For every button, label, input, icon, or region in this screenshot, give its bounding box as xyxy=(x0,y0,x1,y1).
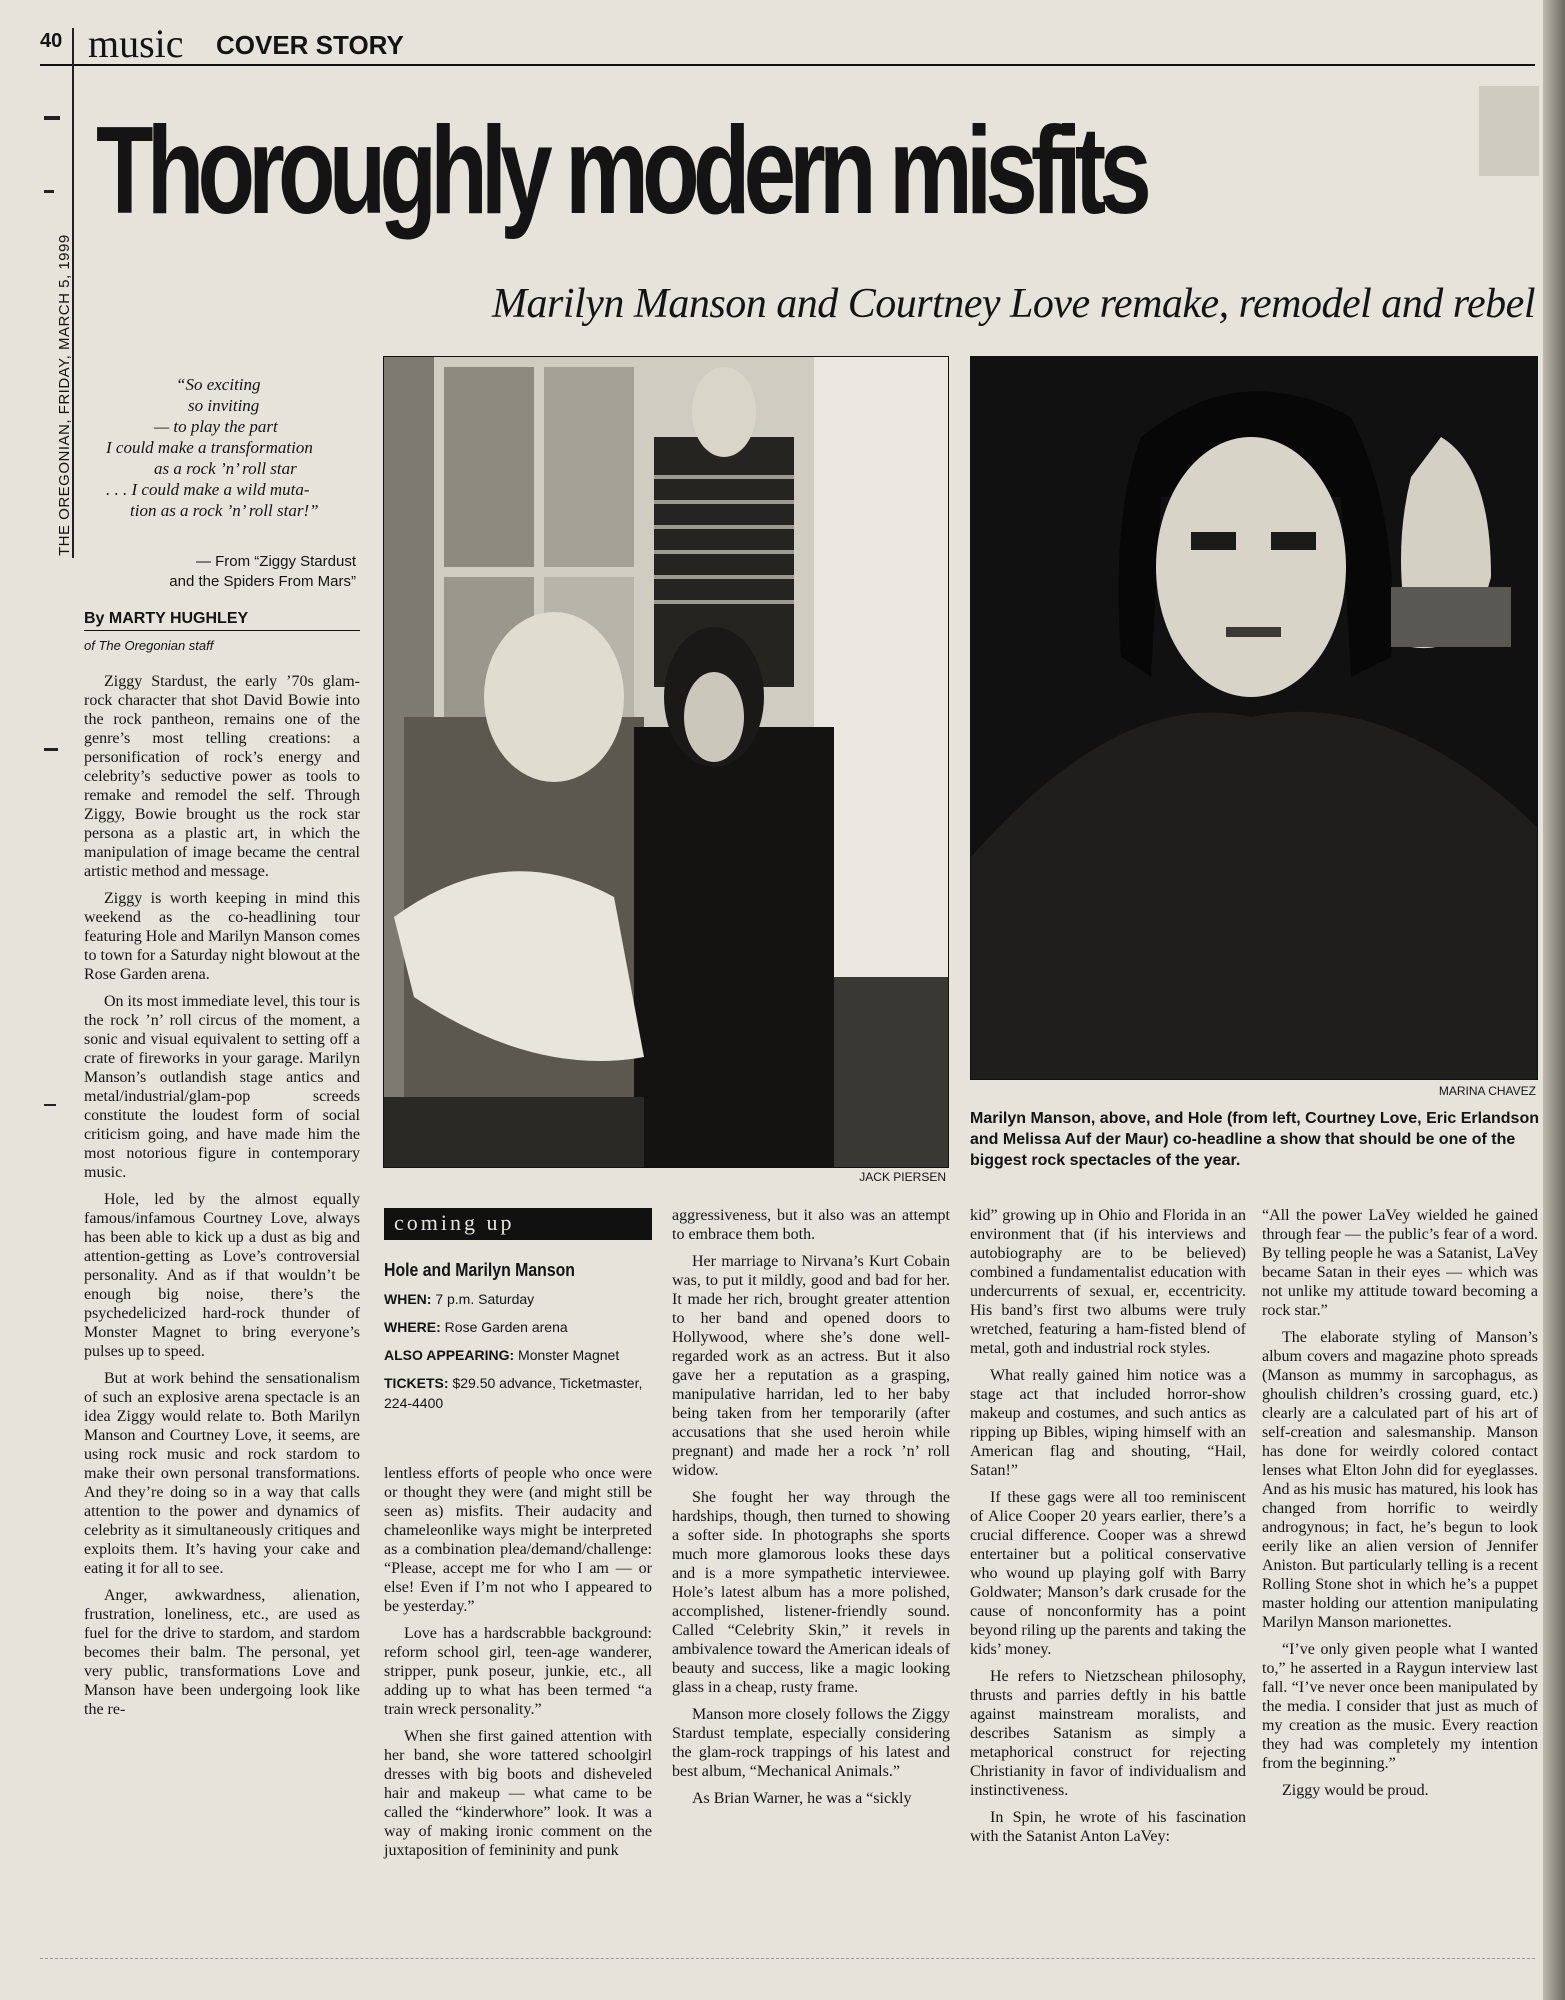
article-paragraph: If these gags were all too reminiscent of Alice Cooper 20 years earlier, there’s a crucial difference. Cooper was a shrewd entertainer but a political conservative who wound up playing golf with Barry Goldwater; Manson’s dark crusade for the cause of nonconformity has a point beyond riling up the parents and taking the kids’ money. xyxy=(970,1489,1246,1658)
band-photo-image xyxy=(384,357,948,1167)
article-paragraph: But at work behind the sensationalism of such an explosive arena spectacle is an idea Ziggy would relate to. Both Marilyn Manson and Courtney Love, it seems, are using rock music and rock stardom to make their own personal transformations. And they’re doing so in a way that calls attention to the power and dynamics of celebrity as it simultaneously critiques and exploits them. It’s having your cake and eating it for all to see. xyxy=(84,1370,360,1577)
band-photo xyxy=(383,356,949,1168)
dateline: THE OREGONIAN, FRIDAY, MARCH 5, 1999 xyxy=(56,234,73,556)
article-paragraph: kid” growing up in Ohio and Florida in an environment that (if his interviews and autobiography are to be believed) combined a fundamentalist education with undercurrents of sexual, er, eccentricity. His band’s first two albums were truly wretched, featuring a ham-fisted blend of metal, goth and industrial rock styles. xyxy=(970,1207,1246,1357)
event-title: Hole and Marilyn Manson xyxy=(384,1260,575,1280)
epigraph-line: . . . I could make a wild muta- xyxy=(106,480,310,499)
epigraph-line: “So exciting xyxy=(176,375,261,394)
event-when-value: 7 p.m. Saturday xyxy=(435,1291,535,1307)
article-paragraph: “All the power LaVey wielded he gained through fear — the public’s fear of a word. By telling people he was a Satanist, LaVey became Satan in their eyes — which was not unlike my attitude toward becoming a rock star.” xyxy=(1262,1207,1538,1319)
event-when xyxy=(384,1289,652,1309)
adjacent-page-fragment xyxy=(1479,86,1539,176)
article-paragraph: Manson more closely follows the Ziggy Stardust template, especially considering the glam-rock trappings of his latest and best album, “Mechanical Animals.” xyxy=(672,1706,950,1780)
epigraph-line: I could make a transformation xyxy=(106,438,313,457)
margin-mark xyxy=(44,190,54,193)
article-paragraph: On its most immediate level, this tour is the rock ’n’ roll circus of the moment, a sonic and visual equivalent to setting off a crate of fireworks in your garage. Marilyn Manson’s outlandish stage antics and metal/industrial/glam-pop screeds constitute the loudest form of social criticism going, and have made him the most notorious figure in contemporary music. xyxy=(84,993,360,1181)
page-number: 40 xyxy=(40,30,63,52)
section-label: COVER STORY xyxy=(216,30,404,60)
event-where xyxy=(384,1317,652,1337)
epigraph-line: as a rock ’n’ roll star xyxy=(154,459,297,478)
article-paragraph: In Spin, he wrote of his fascination with the Satanist Anton LaVey: xyxy=(970,1809,1246,1845)
article-paragraph: She fought her way through the hardships, though, then turned to showing a softer side. In photographs she sports much more glamorous looks these days and is a more sympathetic interviewee. Hole’s latest album has a more polished, accomplished, listener-friendly sound. Called “Celebrity Skin,” it revels in ambivalence toward the American ideals of beauty and success, like a magic looking glass in a cheap, rusty frame. xyxy=(672,1489,950,1696)
epigraph-source-line: — From “Ziggy Stardust xyxy=(195,553,356,570)
event-where-label: WHERE: xyxy=(384,1319,441,1335)
event-also xyxy=(384,1345,652,1365)
article-paragraph: When she first gained attention with her band, she wore tattered schoolgirl dresses with big boots and disheveled hair and makeup — what came to be called the “kinderwhore” look. It was a way of making ironic comment on the juxtaposition of femininity and punk xyxy=(384,1728,652,1859)
article-paragraph: Love has a hardscrabble background: reform school girl, teen-age wanderer, stripper, punk poseur, junkie, etc., all adding up to what has been termed “a train wreck personality.” xyxy=(384,1625,652,1718)
event-also-value: Monster Magnet xyxy=(518,1347,620,1363)
coming-up-box xyxy=(384,1208,652,1413)
article-column-4 xyxy=(970,1206,1246,1854)
article-paragraph: As Brian Warner, he was a “sickly xyxy=(692,1790,912,1807)
coming-up-banner: coming up xyxy=(384,1208,652,1240)
article-paragraph: What really gained him notice was a stage act that included horror-show makeup and costumes, and such antics as ripping up Bibles, wiping himself with an American flag and shouting, “Hail, Satan!” xyxy=(970,1367,1246,1479)
epigraph-line: so inviting xyxy=(188,396,260,415)
section-header xyxy=(40,21,1535,66)
epigraph-line: tion as a rock ’n’ roll star!” xyxy=(130,501,319,520)
article-paragraph: Ziggy Stardust, the early ’70s glam-rock character that shot David Bowie into the rock pantheon, remains one of the genre’s most telling creations: a personification of rock’s energy and celebrity’s seductive power as tools to remake and remodel the self. Through Ziggy, Bowie brought us the rock star persona as a plastic art, in which the manipulation of image became the central artistic method and message. xyxy=(84,673,360,880)
event-also-label: ALSO APPEARING: xyxy=(384,1347,515,1363)
byline-affiliation: of The Oregonian staff xyxy=(84,638,214,653)
photo-credit-left: JACK PIERSEN xyxy=(859,1170,946,1184)
epigraph xyxy=(96,374,336,521)
manson-photo-image xyxy=(971,357,1537,1079)
photo-credit-right: MARINA CHAVEZ xyxy=(1438,1084,1536,1098)
article-paragraph: He refers to Nietzschean philosophy, thrusts and parries deftly in his battle against mainstream moralists, and describes Satanism as simply a metaphorical construct for rejecting Christianity in favor of individualism and instinctiveness. xyxy=(970,1668,1246,1799)
event-when-label: WHEN: xyxy=(384,1291,432,1307)
article-paragraph: “I’ve only given people what I wanted to,” he asserted in a Raygun interview last fall. “I’ve never once been manipulated by the media. I consider that just as much of my creation as the music. Every reaction they had was completely my intention from the beginning.” xyxy=(1262,1641,1538,1772)
event-tickets-value: $29.50 advance, Ticketmaster, 224-4400 xyxy=(384,1375,643,1411)
article-paragraph: Ziggy would be proud. xyxy=(1282,1782,1429,1799)
byline: By MARTY HUGHLEY xyxy=(84,610,360,631)
epigraph-source xyxy=(96,552,356,592)
article-paragraph: Anger, awkwardness, alienation, frustration, loneliness, etc., are used as fuel for the drive to stardom, and stardom becomes their balm. The personal, yet very public, transformations Love and Manson have been undergoing look like the re- xyxy=(84,1587,360,1718)
margin-mark xyxy=(44,116,60,120)
margin-mark xyxy=(44,1104,56,1106)
article-column-5 xyxy=(1262,1206,1538,1808)
article-paragraph: Ziggy is worth keeping in mind this weekend as the co-headlining tour featuring Hole and Marilyn Manson comes to town for a Saturday night blowout at the Rose Garden arena. xyxy=(84,890,360,983)
article-column-1 xyxy=(84,672,360,1727)
article-paragraph: lentless efforts of people who once were or thought they were (and might still be seen as) misfits. Their audacity and chameleonlike ways might be interpreted as a combination plea/demand/challenge: “Please, accept me for who I am — or else! Even if I’m not who I appeared to be yesterday.” xyxy=(384,1465,652,1615)
event-where-value: Rose Garden arena xyxy=(444,1319,568,1335)
subheadline: Marilyn Manson and Courtney Love remake, remodel and rebel xyxy=(492,281,1535,327)
article-column-2 xyxy=(384,1464,652,1868)
photo-cutline: Marilyn Manson, above, and Hole (from left, Courtney Love, Eric Erlandson and Melissa Auf der Maur) co-headline a show that should be one of the biggest rock spectacles of the year. xyxy=(970,1110,1539,1169)
page-edge-shadow xyxy=(1543,0,1565,2000)
article-paragraph: aggressiveness, but it also was an attempt to embrace them both. xyxy=(672,1207,950,1243)
event-tickets-label: TICKETS: xyxy=(384,1375,449,1391)
article-paragraph: The elaborate styling of Manson’s album covers and magazine photo spreads (Manson as mummy in sarcophagus, as ghoulish children’s crossing guard, etc.) clearly are a calculated part of his art of self-creation and salesmanship. Manson has done for weirdly colored contact lenses what Elton John did for eyeglasses. And as his music has matured, his look has changed from horrific to weirdly androgynous; in fact, he’s begun to look eerily like an alien version of Jennifer Aniston. But particularly telling is a recent Rolling Stone shot in which he’s a puppet master holding our attention manipulating Marilyn Manson marionettes. xyxy=(1262,1329,1538,1631)
event-tickets xyxy=(384,1373,652,1413)
article-paragraph: Her marriage to Nirvana’s Kurt Cobain was, to put it mildly, good and bad for her. It made her rich, brought greater attention to her band and opened doors to Hollywood, where she’s done well-regarded work as an actress. But it also gave her a reputation as a grasping, manipulative harridan, led to her baby being taken from her temporarily (after accusations that she used heroin while pregnant) and made her a rock ’n’ roll widow. xyxy=(672,1253,950,1479)
article-paragraph: Hole, led by the almost equally famous/infamous Courtney Love, always has been able to kick up a dust as big and attention-getting as Love’s controversial personality. And as if that wouldn’t be enough big noise, there’s the psychedelicized hard-rock thunder of Monster Magnet to bring everyone’s pulses up to speed. xyxy=(84,1191,360,1360)
epigraph-source-line: and the Spiders From Mars” xyxy=(169,573,356,590)
manson-photo xyxy=(970,356,1538,1080)
margin-mark xyxy=(44,748,58,751)
article-column-3 xyxy=(672,1206,950,1816)
headline: Thoroughly modern misfits xyxy=(96,102,1145,240)
section-name: music xyxy=(88,21,184,66)
epigraph-line: — to play the part xyxy=(154,417,278,436)
bottom-rule xyxy=(40,1958,1535,1959)
